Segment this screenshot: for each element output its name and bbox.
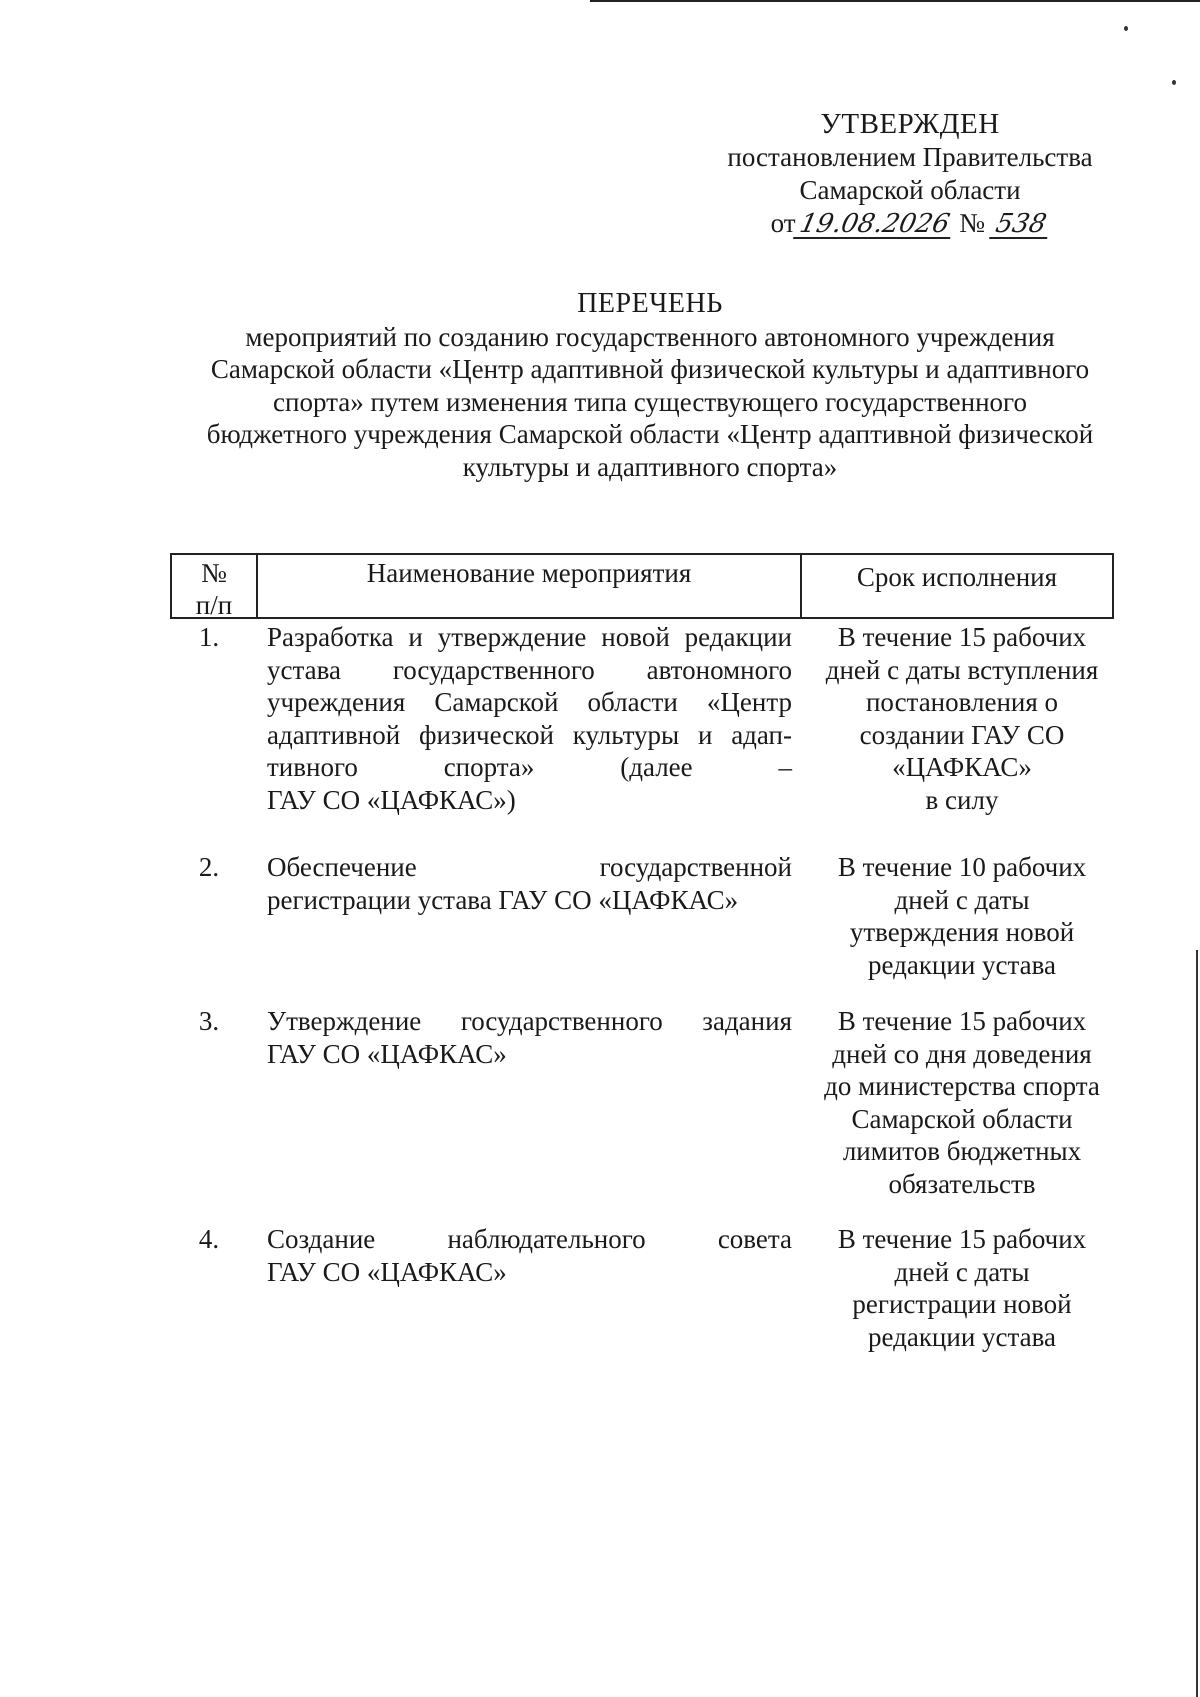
heading-line: культуры и адаптивного спорта» bbox=[462, 451, 838, 482]
approval-line-2: Самарской области bbox=[799, 175, 1021, 205]
deadline-line: «ЦАФКАС» bbox=[892, 752, 1032, 783]
deadline-line: в силу bbox=[925, 784, 999, 815]
deadline-line: Самарской области bbox=[851, 1103, 1073, 1134]
row-number: 3. bbox=[198, 1006, 220, 1036]
row-deadline bbox=[810, 851, 1114, 981]
deadline-line: создании ГАУ СО bbox=[859, 719, 1065, 750]
deadline-line: дней с даты bbox=[894, 884, 1030, 915]
header-name: Наименование мероприятия bbox=[258, 555, 802, 617]
header-number-text: № bbox=[201, 558, 227, 588]
number-prefix: № bbox=[959, 208, 985, 238]
deadline-line: постановления о bbox=[865, 687, 1059, 718]
approval-date-line bbox=[690, 207, 1130, 240]
activity-line: устава государственного автономного bbox=[267, 654, 792, 685]
header-number-text-2: п/п bbox=[195, 590, 233, 620]
deadline-line: дней с даты вступления bbox=[825, 654, 1099, 685]
heading-line: бюджетного учреждения Самарской области «Центр адаптивной физической bbox=[206, 419, 1094, 449]
row-activity bbox=[267, 1005, 792, 1201]
header-term: Срок исполнения bbox=[856, 562, 1058, 592]
scan-speck bbox=[1172, 80, 1176, 85]
scan-edge-top bbox=[590, 0, 1200, 2]
handwritten-number: 538 bbox=[989, 211, 1053, 239]
activity-line: адаптивной физической культуры и адап- bbox=[267, 719, 792, 750]
deadline-line: дней со дня доведения bbox=[832, 1038, 1092, 1069]
handwritten-date: 19.08.2026 bbox=[793, 211, 956, 239]
row-activity bbox=[267, 851, 792, 981]
table-row bbox=[170, 851, 1114, 981]
deadline-line: обязательств bbox=[888, 1168, 1036, 1199]
deadline-line: редакции устава bbox=[867, 1321, 1057, 1352]
row-number: 2. bbox=[198, 852, 220, 882]
deadline-line: В течение 15 рабочих bbox=[837, 1224, 1087, 1254]
activity-line: Разработка и утверждение новой редакции bbox=[267, 622, 792, 652]
deadline-line: редакции устава bbox=[867, 949, 1057, 980]
document-type: ПЕРЕЧЕНЬ bbox=[577, 288, 723, 319]
activity-line: ГАУ СО «ЦАФКАС» bbox=[267, 1038, 507, 1069]
approval-line-1: постановлением Правительства bbox=[727, 142, 1093, 172]
deadline-line: В течение 10 рабочих bbox=[837, 852, 1087, 882]
approval-block bbox=[690, 108, 1130, 240]
deadline-line: утверждения новой bbox=[849, 917, 1075, 948]
row-deadline bbox=[810, 1223, 1114, 1353]
row-number: 1. bbox=[198, 622, 220, 652]
activity-line: ГАУ СО «ЦАФКАС» bbox=[267, 1256, 507, 1287]
scan-speck bbox=[1124, 26, 1128, 31]
row-deadline bbox=[810, 1005, 1114, 1201]
scan-edge-right bbox=[1196, 950, 1198, 1697]
activity-line: Создание наблюдательного совета bbox=[267, 1224, 792, 1254]
date-prefix: от bbox=[770, 208, 796, 238]
table-header bbox=[170, 553, 1114, 619]
deadline-line: дней с даты bbox=[894, 1256, 1030, 1287]
heading-line: спорта» путем изменения типа существующего государственного bbox=[273, 386, 1027, 417]
activity-line: тивного спорта» (далее – bbox=[267, 752, 792, 783]
row-activity bbox=[267, 621, 792, 817]
activity-line: Обеспечение государственной bbox=[267, 852, 792, 882]
activity-line: Утверждение государственного задания bbox=[267, 1006, 792, 1036]
row-deadline bbox=[810, 621, 1114, 817]
table-row bbox=[170, 1223, 1114, 1353]
row-activity bbox=[267, 1223, 792, 1353]
table-row bbox=[170, 1005, 1114, 1201]
heading-line: мероприятий по созданию государственного автономного учреждения bbox=[245, 321, 1055, 352]
deadline-line: регистрации новой bbox=[852, 1289, 1072, 1320]
activity-line: учреждения Самарской области «Центр bbox=[267, 687, 792, 718]
header-number bbox=[172, 555, 258, 620]
deadline-line: В течение 15 рабочих bbox=[837, 622, 1087, 652]
deadline-line: до министерства спорта bbox=[824, 1071, 1100, 1102]
document-heading bbox=[170, 288, 1130, 483]
approval-title: УТВЕРЖДЕН bbox=[820, 108, 1000, 140]
heading-line: Самарской области «Центр адаптивной физической культуры и адаптивного bbox=[210, 354, 1090, 384]
activity-line: ГАУ СО «ЦАФКАС») bbox=[267, 784, 516, 815]
deadline-line: В течение 15 рабочих bbox=[837, 1006, 1087, 1036]
row-number: 4. bbox=[198, 1224, 220, 1254]
deadline-line: лимитов бюджетных bbox=[842, 1136, 1082, 1167]
table-row bbox=[170, 621, 1114, 817]
activity-line: регистрации устава ГАУ СО «ЦАФКАС» bbox=[267, 884, 739, 915]
